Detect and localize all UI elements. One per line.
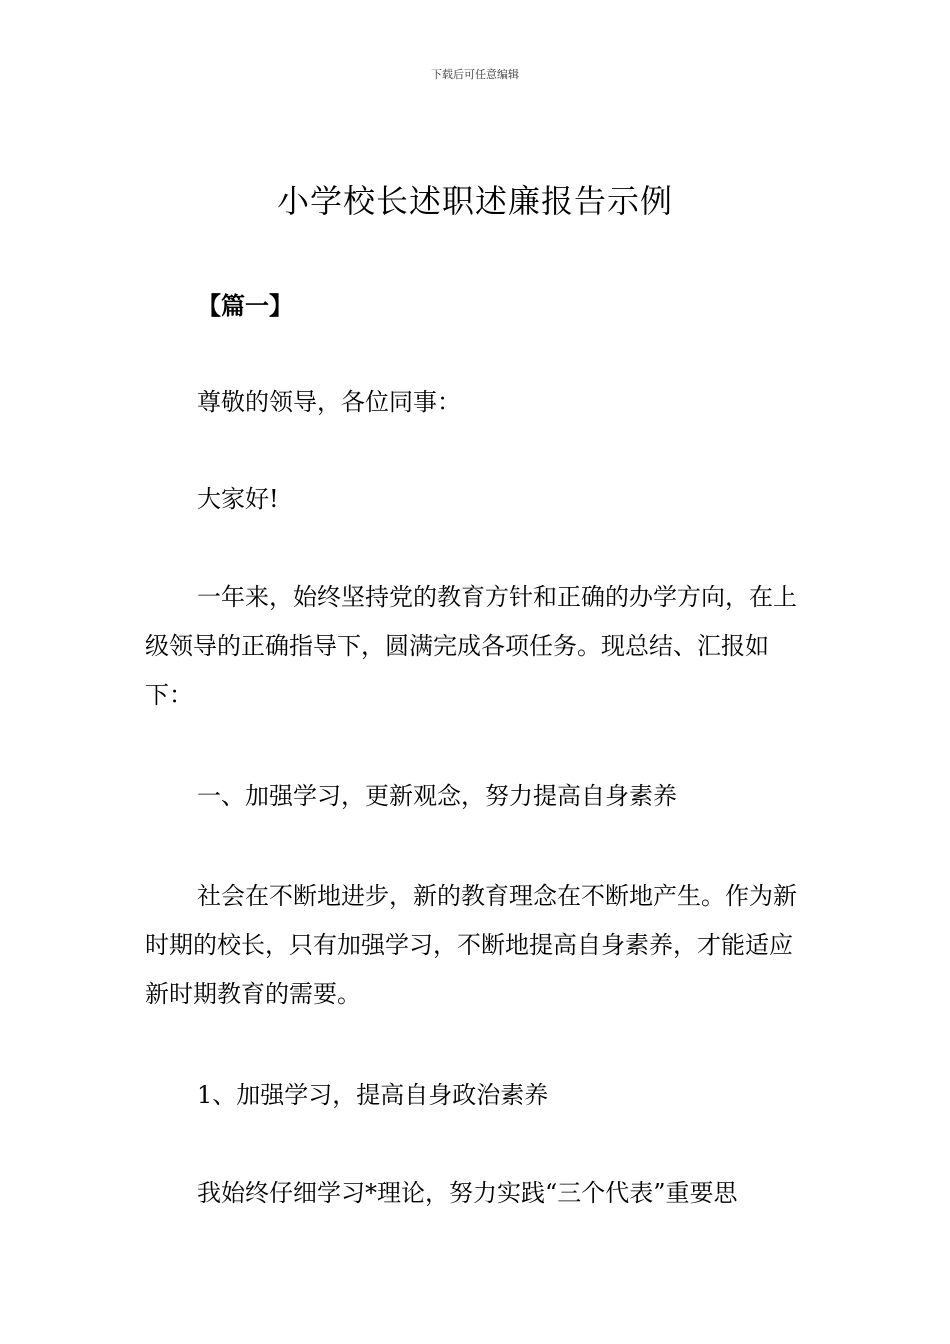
heading-subsection-one: 1、加强学习，提高自身政治素养 [197,1081,549,1109]
paragraph-intro: 一年来，始终坚持党的教育方针和正确的办学方向，在上级领导的正确指导下，圆满完成各项任务。现总结、汇报如下： [145,583,797,709]
paragraph-hello: 大家好! [197,485,279,513]
paragraph-greeting: 尊敬的领导，各位同事： [197,388,461,416]
document-title: 小学校长述职述廉报告示例 [276,182,673,220]
heading-section-one: 一、加强学习，更新观念，努力提高自身素养 [197,782,677,810]
paragraph-study: 我始终仔细学习*理论，努力实践“三个代表”重要思 [197,1179,738,1207]
paragraph-society: 社会在不断地进步，新的教育理念在不断地产生。作为新时期的校长，只有加强学习，不断地提高自身素养，才能适应新时期教育的需要。 [145,882,797,1008]
section-label: 【篇一】 [197,291,293,320]
header-note: 下载后可任意编辑 [431,68,519,81]
